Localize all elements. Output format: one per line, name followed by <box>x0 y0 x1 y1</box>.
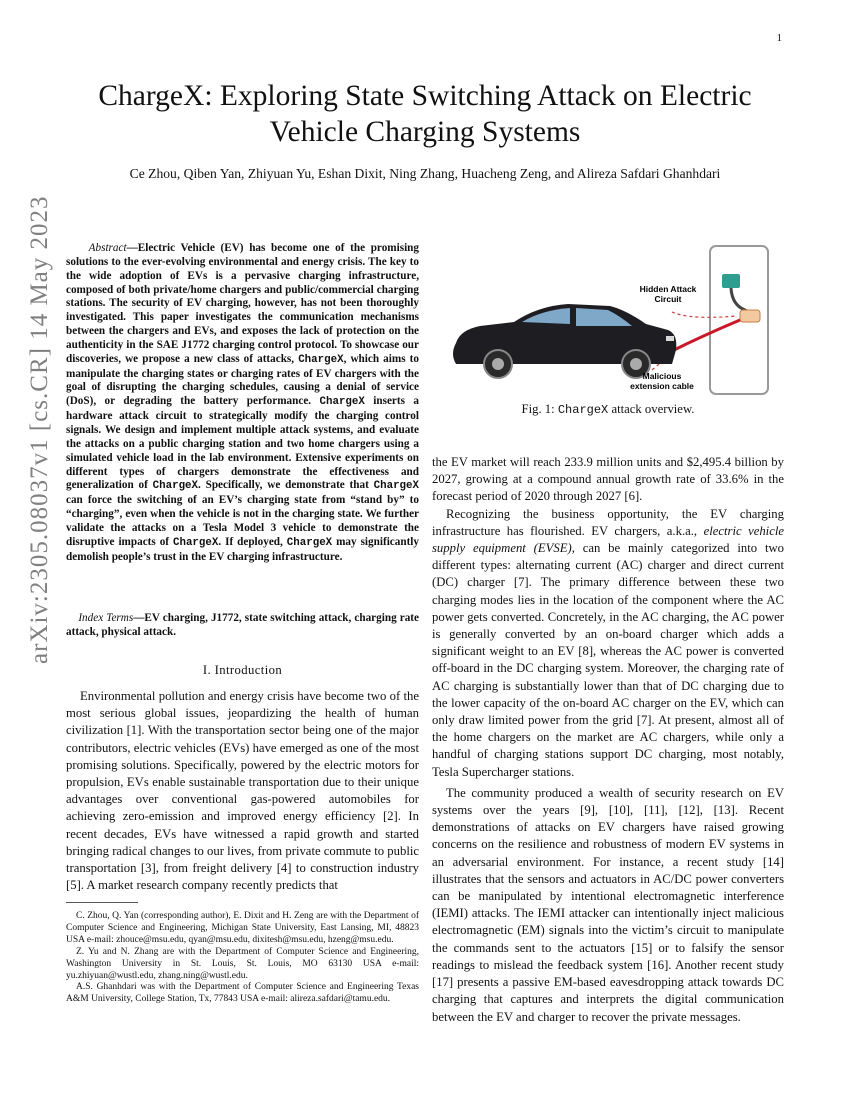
attack-circuit-icon <box>740 310 760 322</box>
section-heading-introduction: I. Introduction <box>202 663 283 677</box>
chargex-term: ChargeX <box>152 480 199 493</box>
paper-title: ChargeX: Exploring State Switching Attack on Electric Vehicle Charging Systems <box>98 80 752 148</box>
abstract-text: can force the switching of an EV’s charging state from “stand by” to “charging”, even when the vehicle is not in the charging state. We further validate the attacks on a Tesla Model 3 vehicle to demonstrate the disruptive impacts of <box>66 494 419 548</box>
charger-socket-icon <box>722 274 740 288</box>
caption-prefix: Fig. 1: <box>521 402 558 416</box>
author-list: Ce Zhou, Qiben Yan, Zhiyuan Yu, Eshan Dixit, Ning Zhang, Huacheng Zeng, and Alireza Safdari Ghanhdari <box>129 166 721 181</box>
footnote: C. Zhou, Q. Yan (corresponding author), E. Dixit and H. Zeng are with the Department of Computer Science and Engineering, Michigan State University, East Lansing, MI, 48823 USA e-mail: zhouce@msu.edu, qyan@msu.edu, dixitesh@msu.edu, hzeng@msu.edu. <box>66 911 419 945</box>
abstract-text: , which aims to manipulate the charging states or charging rates of EV chargers with the goal of disrupting the charging schedules, causing a denial of service (DoS), or degrading the battery performance. <box>66 352 419 408</box>
paragraph <box>432 506 784 781</box>
caption-suffix: attack overview. <box>608 402 695 416</box>
footnote-rule <box>66 902 138 903</box>
paragraph: the EV market will reach 233.9 million units and $2,495.4 billion by 2027, growing at a compound annual growth rate of 33.6% in the forecast period of 2020 through 2027 [6]. <box>432 455 784 504</box>
electric-vehicle-icon <box>453 304 676 378</box>
intro-paragraph: Environmental pollution and energy crisis have become two of the most serious global issues, jeopardizing the health of human civilization [1]. With the transportation sector being one of the major contributors, electric vehicles (EVs) have emerged as one of the most promising solutions. Specifically, powered by the electric motors for propulsion, EVs enable sustainable transportation due to their unique advantages over conventional gas-powered automobiles for achieving zero-emission and improved energy efficiency [2]. In recent decades, EVs have witnessed a rapid growth and started bringing radical changes to our lives, from private commute to public transportation [3], from freight delivery [4] to construction industry [5]. A market research company recently predicts that <box>66 689 419 893</box>
arxiv-stamp: arXiv:2305.08037v1 [cs.CR] 14 May 2023 <box>26 195 53 664</box>
chargex-term: ChargeX <box>298 353 344 366</box>
footnote: A.S. Ghanhdari was with the Department of Computer Science and Engineering Texas A&M University, College Station, Tx, 77843 USA e-mail: alireza.safdari@tamu.edu. <box>66 982 419 1005</box>
index-terms-text: —EV charging, J1772, state switching attack, charging rate attack, physical attack. <box>66 612 420 638</box>
chargex-term: ChargeX <box>319 396 365 409</box>
footnotes <box>66 911 419 1006</box>
label-malicious: Malicious <box>642 371 682 381</box>
index-terms-label: Index Terms <box>78 612 134 624</box>
abstract-text: inserts a hardware attack circuit to strategically modify the charging control signals. We design and implement multiple attack systems, and evaluate the attacks on a public charging station and two home chargers using a simulated vehicle load in the lab environment. Extensive experiments on different types of chargers demonstrate the effectiveness and generalization of <box>66 395 419 492</box>
right-column <box>432 454 784 1026</box>
footnote: Z. Yu and N. Zhang are with the Department of Computer Science and Engineering, Washington University in St. Louis, St. Louis, MO 63130 USA e-mail: yu.zhiyuan@wustl.edu, zhang.ning@wustl.edu. <box>66 946 419 981</box>
abstract-text: . If deployed, <box>218 535 287 548</box>
paragraph-text: Recognizing the business opportunity, the EV charging infrastructure has flourished. EV chargers, a.k.a., <box>432 506 784 538</box>
figure-caption <box>432 402 784 417</box>
evse-term: electric vehicle supply equipment (EVSE) <box>432 523 784 556</box>
label-extension-cable: extension cable <box>630 381 694 391</box>
abstract-text: . Specifically, we demonstrate that <box>198 479 374 492</box>
abstract-text: may significantly demolish people’s trust in the EV charging infrastructure. <box>66 535 420 563</box>
label-circuit: Circuit <box>654 294 682 304</box>
page-number: 1 <box>776 32 782 44</box>
abstract-text: —Electric Vehicle (EV) has become one of the promising solutions to the ever-evolving environmental and energy crisis. The key to the wide adoption of EVs is a pervasive charging infrastructure, composed of both private/home chargers and public/commercial charging stations. The security of EV charging, however, has not been thoroughly investigated. This paper investigates the communication mechanisms between the chargers and EVs, and exposes the lack of protection on the authenticity in the SAE J1772 charging control protocol. To showcase our discoveries, we propose a new class of attacks, <box>66 242 419 365</box>
chargex-term: ChargeX <box>172 536 219 549</box>
figure-attack-overview <box>440 240 790 395</box>
paragraph: The community produced a wealth of security research on EV systems over the years [9], [10], [11], [12], [13]. Recent demonstrations of attacks on EV chargers have raised growing concerns on the resilience and robustness of modern EV systems in an adversarial environment. For instance, a recent study [14] illustrates that the sensors and actuators in AC/DC power converters can be manipulated by intentional electromagnetic interference (IEMI) attacks. The IEMI attacker can intentionally inject malicious electromagnetic (EM) signals into the victim’s circuit to manipulate the commands sent to the actuators [15] or to falsify the sensor readings to mislead the feedback system [16]. Another recent study [17] presents a passive EM-based eavesdropping attack towards DC charging that captures and interprets the digital communication between the EV and charger to recover the private messages. <box>432 785 784 1024</box>
chargex-term: ChargeX <box>557 403 609 417</box>
chargex-term: ChargeX <box>373 480 419 493</box>
index-terms <box>66 611 419 639</box>
chargex-term: ChargeX <box>286 536 333 549</box>
abstract <box>66 242 419 564</box>
abstract-label: Abstract <box>88 242 127 254</box>
paragraph-text: , can be mainly categorized into two different types: alternating current (AC) charger and direct current (DC) charger [7]. The primary difference between these two charging modes lies in the location of the component where the AC power gets converted. Concretely, in the AC charging, the AC power is generally converted by an on-board charger which adds a significant weight to an EV [8], whereas the AC power is converted off-board in the DC charging system. Moreover, the charging rate of AC charging is substantially lower than that of DC charging due to the lower capacity of the on-board AC charger on the EV, which can only draw limited power from the grid [7]. At present, almost all of the home chargers on the market are AC chargers, while only a handful of charging stations support DC charging, most notably, Tesla Supercharger stations. <box>432 541 784 779</box>
label-hidden-attack: Hidden Attack <box>639 284 697 294</box>
